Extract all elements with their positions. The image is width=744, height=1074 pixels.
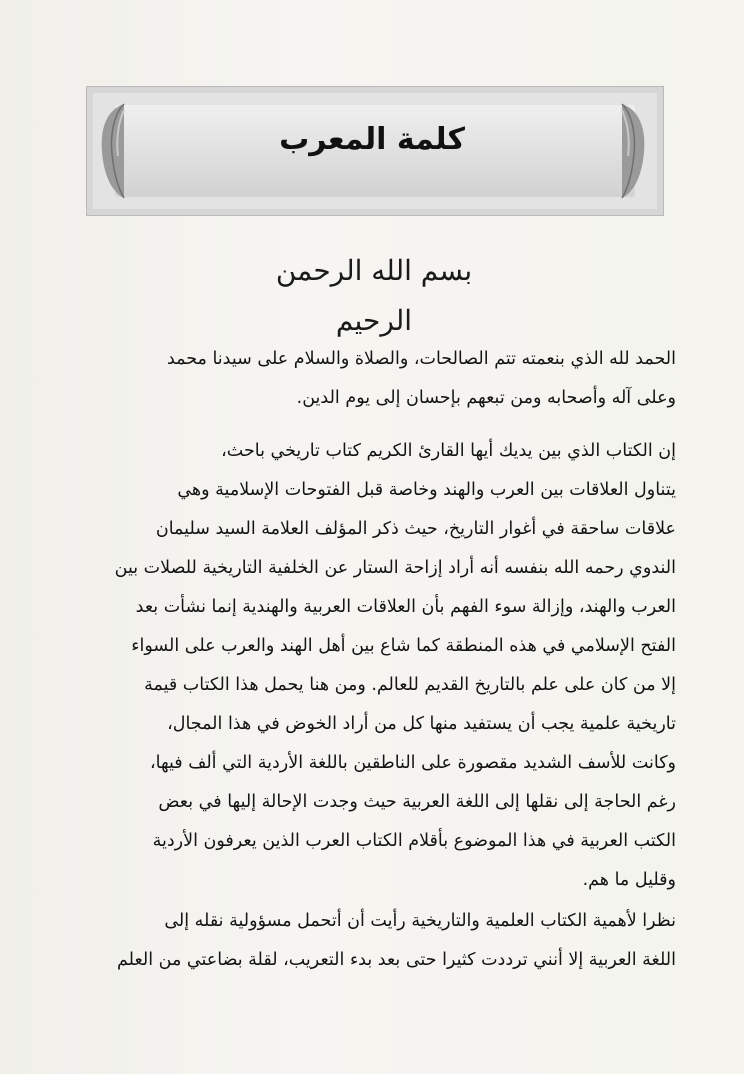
text-line: وكانت للأسف الشديد مقصورة على الناطقين باللغة الأردية التي ألف فيها، [149, 753, 676, 773]
text-line: يتناول العلاقات بين العرب والهند وخاصة قبل الفتوحات الإسلامية وهي [177, 480, 676, 500]
text-line: الكتب العربية في هذا الموضوع بأقلام الكتاب العرب الذين يعرفون الأردية [152, 831, 676, 851]
page-title: كلمة المعرب [279, 122, 465, 157]
paragraph-2 [76, 432, 676, 900]
text-line: تاريخية علمية يجب أن يستفيد منها كل من أراد الخوض في هذا المجال، [167, 714, 676, 734]
text-line: إلا من كان على علم بالتاريخ القديم للعالم. ومن هنا يحمل هذا الكتاب قيمة [144, 675, 676, 695]
paragraph-3 [76, 902, 676, 980]
text-line: رغم الحاجة إلى نقلها إلى اللغة العربية حيث وجدت الإحالة إليها في بعض [158, 792, 676, 812]
text-line: وقليل ما هم. [582, 870, 676, 890]
basmala-calligraphy: بسم الله الرحمن الرحيم [275, 254, 473, 337]
text-line: إن الكتاب الذي بين يديك أيها القارئ الكريم كتاب تاريخي باحث، [221, 441, 676, 461]
text-line: الحمد لله الذي بنعمته تتم الصالحات، والصلاة والسلام على سيدنا محمد [166, 349, 676, 369]
text-line: الندوي رحمه الله بنفسه أنه أراد إزاحة الستار عن الخلفية التاريخية للصلات بين [114, 558, 676, 578]
paragraph-1 [76, 340, 676, 418]
text-line: وعلى آله وأصحابه ومن تبعهم بإحسان إلى يوم الدين. [296, 388, 676, 408]
text-line: نظرا لأهمية الكتاب العلمية والتاريخية رأيت أن أتحمل مسؤولية نقله إلى [164, 911, 676, 931]
text-line: العرب والهند، وإزالة سوء الفهم بأن العلاقات العربية والهندية إنما نشأت بعد [135, 597, 676, 617]
text-line: الفتح الإسلامي في هذه المنطقة كما شاع بين أهل الهند والعرب على السواء [131, 636, 676, 656]
text-line: اللغة العربية إلا أنني ترددت كثيرا حتى بعد بدء التعريب، لقلة بضاعتي من العلم [117, 950, 676, 970]
text-line: علاقات ساحقة في أغوار التاريخ، حيث ذكر المؤلف العلامة السيد سليمان [155, 519, 676, 539]
